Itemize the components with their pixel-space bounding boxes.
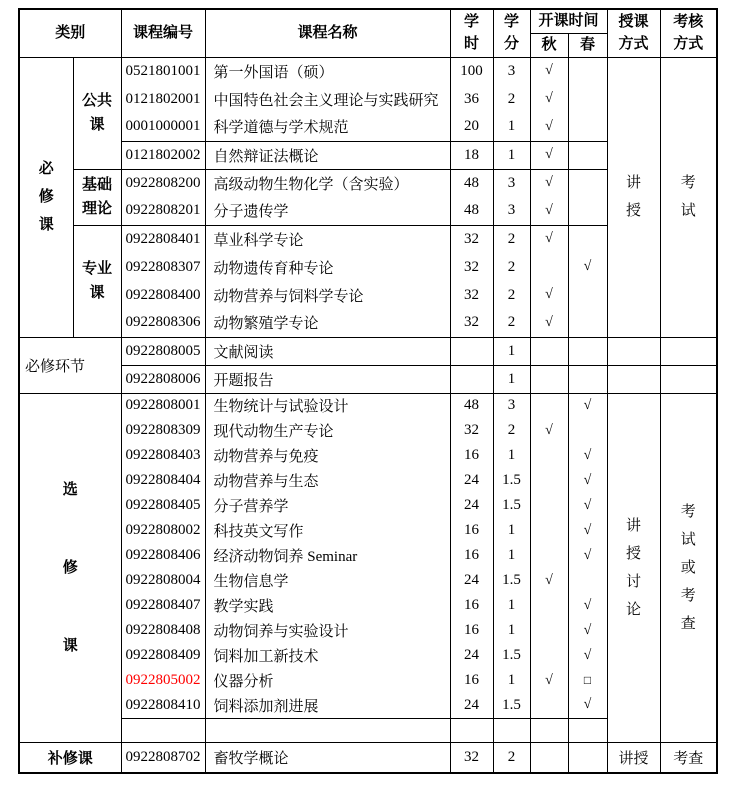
col-header-teaching: 授课 方式 (607, 9, 660, 57)
table-header (19, 9, 717, 57)
spring-check: √ (568, 593, 607, 618)
category-elective: 选 修 课 (19, 393, 121, 742)
credits: 2 (493, 281, 530, 309)
course-name: 现代动物生产专论 (205, 418, 450, 443)
hours: 24 (450, 643, 493, 668)
credits: 3 (493, 57, 530, 85)
credits: 1 (493, 668, 530, 693)
course-name: 生物统计与试验设计 (205, 393, 450, 418)
course-name (205, 718, 450, 742)
autumn-check (530, 518, 568, 543)
col-header-hours: 学 时 (450, 9, 493, 57)
course-id: 0922808309 (121, 418, 205, 443)
autumn-check (530, 643, 568, 668)
course-name: 草业科学专论 (205, 225, 450, 253)
course-id: 0521801001 (121, 57, 205, 85)
spring-check (568, 141, 607, 169)
credits: 1 (493, 518, 530, 543)
category-required-steps: 必修环节 (19, 337, 121, 393)
autumn-check (530, 618, 568, 643)
course-id: 0922808201 (121, 197, 205, 225)
autumn-check (530, 742, 568, 773)
autumn-check (530, 543, 568, 568)
spring-check (568, 281, 607, 309)
hours: 32 (450, 225, 493, 253)
hours: 48 (450, 169, 493, 197)
course-id: 0121802001 (121, 85, 205, 113)
autumn-check (530, 443, 568, 468)
spring-check (568, 742, 607, 773)
credits: 1 (493, 443, 530, 468)
spring-check (568, 113, 607, 141)
credits: 1 (493, 141, 530, 169)
col-header-category: 类别 (19, 9, 121, 57)
credits: 1.5 (493, 643, 530, 668)
col-header-course-name: 课程名称 (205, 9, 450, 57)
course-name: 开题报告 (205, 365, 450, 393)
course-id: 0922808410 (121, 693, 205, 718)
hours: 32 (450, 418, 493, 443)
autumn-check (530, 365, 568, 393)
course-name: 中国特色社会主义理论与实践研究 (205, 85, 450, 113)
col-header-course-id: 课程编号 (121, 9, 205, 57)
assessment-method: 考查 (660, 742, 717, 773)
course-name: 动物饲养与实验设计 (205, 618, 450, 643)
hours: 16 (450, 668, 493, 693)
course-name: 仪器分析 (205, 668, 450, 693)
course-id: 0922808001 (121, 393, 205, 418)
hours: 32 (450, 742, 493, 773)
spring-check (568, 365, 607, 393)
course-name: 自然辩证法概论 (205, 141, 450, 169)
hours: 16 (450, 443, 493, 468)
spring-check: √ (568, 643, 607, 668)
category-supplementary: 补修课 (19, 742, 121, 773)
autumn-check (530, 693, 568, 718)
autumn-check (530, 468, 568, 493)
spring-check: √ (568, 393, 607, 418)
course-id: 0922808404 (121, 468, 205, 493)
course-id: 0922808005 (121, 337, 205, 365)
autumn-check (530, 593, 568, 618)
spring-check: √ (568, 543, 607, 568)
hours: 24 (450, 468, 493, 493)
spring-check: □ (568, 668, 607, 693)
course-name: 饲料加工新技术 (205, 643, 450, 668)
spring-check (568, 418, 607, 443)
course-id (121, 718, 205, 742)
hours: 16 (450, 618, 493, 643)
course-id: 0922808408 (121, 618, 205, 643)
course-id: 0922808002 (121, 518, 205, 543)
credits: 1.5 (493, 568, 530, 593)
assessment-method (660, 337, 717, 365)
credits: 1.5 (493, 493, 530, 518)
course-id: 0922805002 (121, 668, 205, 693)
course-name: 分子营养学 (205, 493, 450, 518)
course-name: 饲料添加剂进展 (205, 693, 450, 718)
spring-check: √ (568, 253, 607, 281)
hours (450, 718, 493, 742)
credits: 3 (493, 197, 530, 225)
autumn-check: √ (530, 418, 568, 443)
hours: 32 (450, 281, 493, 309)
course-name: 动物营养与免疫 (205, 443, 450, 468)
hours: 20 (450, 113, 493, 141)
spring-check (568, 568, 607, 593)
hours: 48 (450, 393, 493, 418)
course-id: 0922808407 (121, 593, 205, 618)
autumn-check: √ (530, 668, 568, 693)
course-id: 0922808400 (121, 281, 205, 309)
table-body (19, 57, 717, 773)
subcategory-specialized: 专业 课 (73, 225, 121, 337)
autumn-check (530, 393, 568, 418)
course-name: 科技英文写作 (205, 518, 450, 543)
course-name: 分子遗传学 (205, 197, 450, 225)
hours: 24 (450, 693, 493, 718)
col-header-assessment: 考核 方式 (660, 9, 717, 57)
course-id: 0922808200 (121, 169, 205, 197)
credits: 1.5 (493, 468, 530, 493)
spring-check (568, 85, 607, 113)
teaching-method (607, 337, 660, 365)
autumn-check: √ (530, 57, 568, 85)
credits: 1 (493, 543, 530, 568)
credits: 2 (493, 85, 530, 113)
autumn-check: √ (530, 309, 568, 337)
hours: 100 (450, 57, 493, 85)
teaching-method: 讲 授 讨 论 (607, 393, 660, 742)
credits: 1 (493, 365, 530, 393)
course-id: 0922808409 (121, 643, 205, 668)
spring-check: √ (568, 618, 607, 643)
course-name: 文献阅读 (205, 337, 450, 365)
course-id: 0922808406 (121, 543, 205, 568)
spring-check: √ (568, 493, 607, 518)
course-id: 0922808004 (121, 568, 205, 593)
hours: 32 (450, 309, 493, 337)
hours: 48 (450, 197, 493, 225)
course-name: 生物信息学 (205, 568, 450, 593)
course-id: 0121802002 (121, 141, 205, 169)
hours: 16 (450, 543, 493, 568)
col-header-autumn: 秋 (530, 33, 568, 57)
credits: 2 (493, 225, 530, 253)
course-name: 高级动物生物化学（含实验） (205, 169, 450, 197)
teaching-method: 讲 授 (607, 57, 660, 337)
hours: 16 (450, 593, 493, 618)
col-header-credits: 学 分 (493, 9, 530, 57)
spring-check: √ (568, 443, 607, 468)
course-id: 0001000001 (121, 113, 205, 141)
credits: 3 (493, 393, 530, 418)
course-name: 第一外国语（硕） (205, 57, 450, 85)
autumn-check (530, 718, 568, 742)
autumn-check (530, 337, 568, 365)
col-header-spring: 春 (568, 33, 607, 57)
subcategory-public: 公共 课 (73, 57, 121, 169)
credits: 1 (493, 618, 530, 643)
course-name: 动物营养与生态 (205, 468, 450, 493)
autumn-check: √ (530, 197, 568, 225)
course-name: 科学道德与学术规范 (205, 113, 450, 141)
autumn-check: √ (530, 169, 568, 197)
autumn-check: √ (530, 85, 568, 113)
course-name: 畜牧学概论 (205, 742, 450, 773)
autumn-check: √ (530, 281, 568, 309)
teaching-method: 讲授 (607, 742, 660, 773)
hours: 24 (450, 493, 493, 518)
course-id: 0922808006 (121, 365, 205, 393)
spring-check (568, 169, 607, 197)
hours: 36 (450, 85, 493, 113)
credits: 1.5 (493, 693, 530, 718)
course-id: 0922808403 (121, 443, 205, 468)
course-id: 0922808702 (121, 742, 205, 773)
credits: 1 (493, 593, 530, 618)
autumn-check: √ (530, 568, 568, 593)
course-name: 经济动物饲养 Seminar (205, 543, 450, 568)
assessment-method (660, 365, 717, 393)
credits: 1 (493, 337, 530, 365)
autumn-check (530, 493, 568, 518)
assessment-method: 考 试 (660, 57, 717, 337)
spring-check: √ (568, 518, 607, 543)
course-name: 动物遗传育种专论 (205, 253, 450, 281)
course-id: 0922808306 (121, 309, 205, 337)
spring-check (568, 337, 607, 365)
spring-check: √ (568, 693, 607, 718)
spring-check (568, 57, 607, 85)
credits: 2 (493, 742, 530, 773)
spring-check (568, 197, 607, 225)
spring-check (568, 225, 607, 253)
subcategory-basic-theory: 基础 理论 (73, 169, 121, 225)
credits: 2 (493, 418, 530, 443)
credits (493, 718, 530, 742)
spring-check (568, 718, 607, 742)
teaching-method (607, 365, 660, 393)
col-header-semester: 开课时间 (530, 9, 607, 33)
autumn-check (530, 253, 568, 281)
course-name: 动物繁殖学专论 (205, 309, 450, 337)
course-id: 0922808307 (121, 253, 205, 281)
assessment-method: 考 试 或 考 查 (660, 393, 717, 742)
autumn-check: √ (530, 141, 568, 169)
hours: 24 (450, 568, 493, 593)
hours (450, 365, 493, 393)
spring-check (568, 309, 607, 337)
hours: 32 (450, 253, 493, 281)
course-id: 0922808401 (121, 225, 205, 253)
category-required: 必 修 课 (19, 57, 73, 337)
course-id: 0922808405 (121, 493, 205, 518)
curriculum-table (18, 8, 718, 774)
course-name: 动物营养与饲料学专论 (205, 281, 450, 309)
hours: 16 (450, 518, 493, 543)
credits: 1 (493, 113, 530, 141)
credits: 2 (493, 309, 530, 337)
credits: 3 (493, 169, 530, 197)
autumn-check: √ (530, 113, 568, 141)
spring-check: √ (568, 468, 607, 493)
hours: 18 (450, 141, 493, 169)
credits: 2 (493, 253, 530, 281)
hours (450, 337, 493, 365)
autumn-check: √ (530, 225, 568, 253)
course-name: 教学实践 (205, 593, 450, 618)
